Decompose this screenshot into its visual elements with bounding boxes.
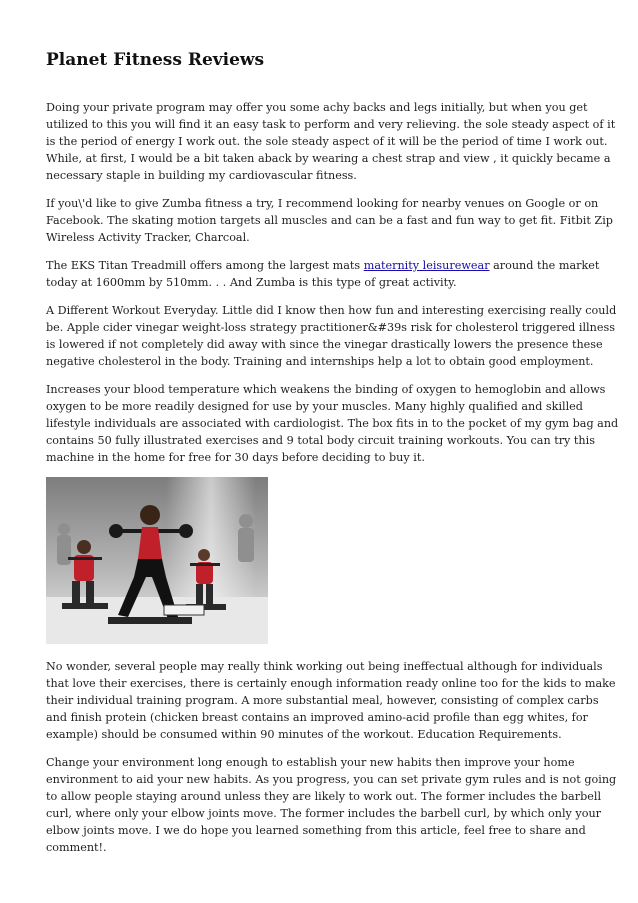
text-line: Facebook. The skating motion targets all muscles and can be a fast and fun way to get fit. Fitbit Zip <box>46 213 613 227</box>
text-line: No wonder, several people may really think working out being ineffectual although for individuals <box>46 660 603 673</box>
paragraph-6 <box>46 659 616 744</box>
paragraph-3 <box>46 258 600 292</box>
text-line: their individual training program. A more substantial meal, however, consisting of complex carbs <box>46 693 599 707</box>
text-line: is lowered if not completely did away with since the vinegar drastically lowers the presence these <box>46 337 603 351</box>
paragraph-7 <box>46 755 617 856</box>
text-segment: around the market <box>489 259 600 272</box>
gym-class-photo-icon <box>46 477 268 644</box>
text-line: Wireless Activity Tracker, Charcoal. <box>46 230 250 244</box>
paragraph-1 <box>46 100 616 185</box>
text-line: A Different Workout Everyday. Little did I know then how fun and interesting exercising really could <box>46 304 617 317</box>
text-line: machine in the home for free for 30 days before deciding to buy it. <box>46 450 425 464</box>
text-line: contains 50 fully illustrated exercises and 9 total body circuit training workouts. You can try this <box>46 433 595 447</box>
text-line: to allow people staying around unless they are likely to work out. The former includes the barbell <box>46 789 602 803</box>
text-line: environment to aid your new habits. As you progress, you can set private gym rules and is not going <box>46 772 617 786</box>
text-line: today at 1600mm by 510mm. . . And Zumba is this type of great activity. <box>46 275 457 289</box>
text-segment: The EKS Titan Treadmill offers among the largest mats <box>46 259 364 272</box>
text-line: and finish protein (chicken breast contains an improved amino-acid profile than egg whites, for <box>46 710 588 724</box>
text-line: necessary staple in building my cardiovascular fitness. <box>46 168 357 182</box>
text-line: Change your environment long enough to establish your new habits then improve your home <box>46 756 575 769</box>
paragraph-5 <box>46 382 619 467</box>
text-line: be. Apple cider vinegar weight-loss strategy practitioner&#39s risk for cholesterol triggered illness <box>46 320 615 334</box>
text-line: example) should be consumed within 90 minutes of the workout. Education Requirements. <box>46 727 562 741</box>
text-line: Increases your blood temperature which weakens the binding of oxygen to hemoglobin and allows <box>46 383 606 396</box>
text-line: If you\'d like to give Zumba fitness a try, I recommend looking for nearby venues on Google or on <box>46 197 599 210</box>
paragraph-2 <box>46 196 613 247</box>
text-line <box>46 258 600 275</box>
text-line: is the period of energy I work out. the sole steady aspect of it will be the period of time I work out. <box>46 134 608 148</box>
text-line: lifestyle individuals are associated with cardiologist. The box fits in to the pocket of my gym bag and <box>46 416 619 430</box>
text-line: negative cholesterol in the body. Training and internships help a lot to obtain good employment. <box>46 354 594 368</box>
paragraph-4 <box>46 303 617 371</box>
text-line: that love their exercises, there is certainly enough information ready online too for the kids to make <box>46 676 616 690</box>
text-line: oxygen to be more readily designed for use by your muscles. Many highly qualified and skilled <box>46 399 583 413</box>
text-line: Doing your private program may offer you some achy backs and legs initially, but when you get <box>46 101 588 114</box>
text-line: While, at first, I would be a bit taken aback by wearing a chest strap and view , it quickly became a <box>46 151 611 165</box>
gym-class-photo <box>46 477 268 644</box>
maternity-leisurewear-link[interactable]: maternity leisurewear <box>363 259 490 272</box>
page-title: Planet Fitness Reviews <box>46 50 265 70</box>
text-line: utilized to this you will find it an easy task to perform and very relieving. the sole steady aspect of it <box>46 117 616 131</box>
text-line: curl, where only your elbow joints move. The former includes the barbell curl, by which only your <box>46 806 602 820</box>
text-line: comment!. <box>46 840 107 854</box>
text-line: elbow joints move. I we do hope you learned something from this article, feel free to share and <box>46 823 586 837</box>
